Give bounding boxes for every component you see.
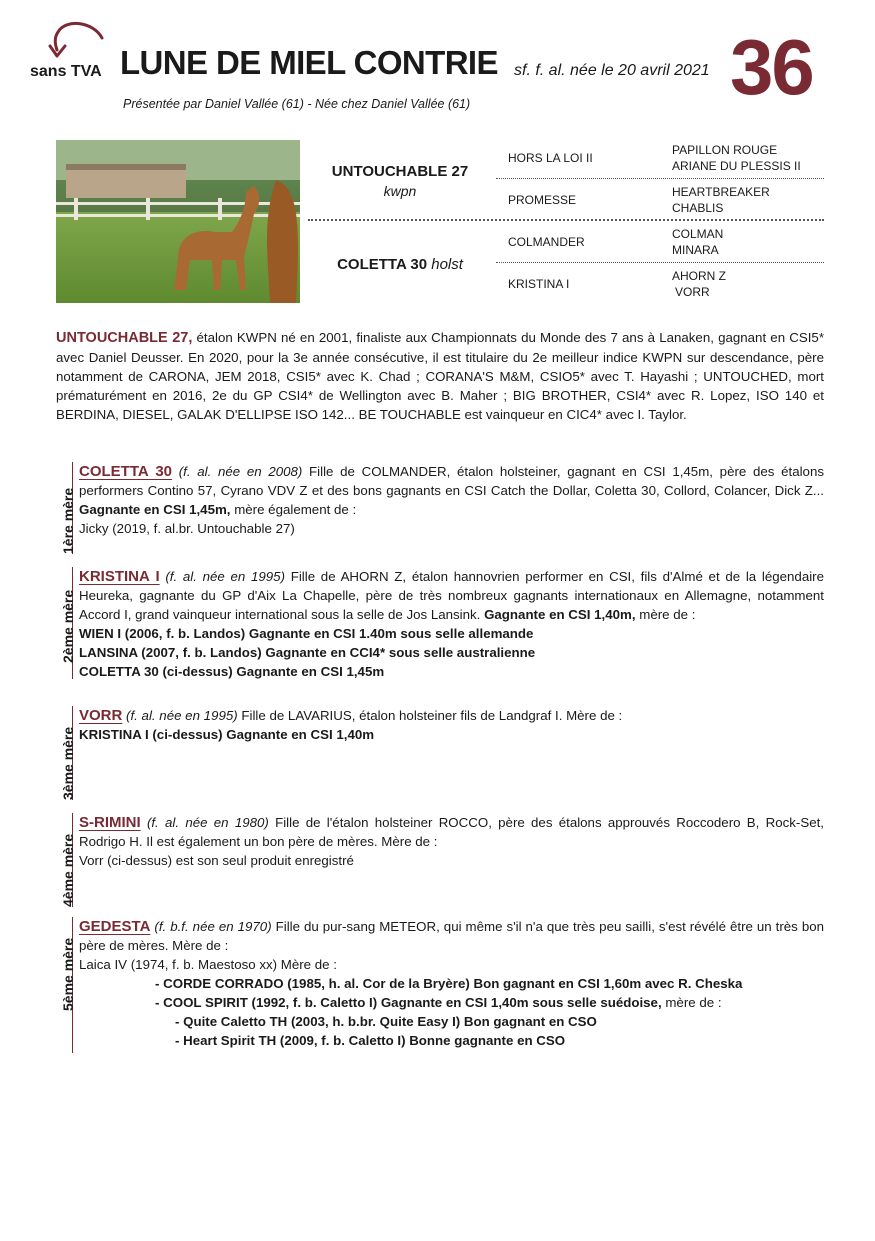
- produce-line: COLETTA 30 (ci-dessus) Gagnante en CSI 1,45m: [79, 664, 385, 679]
- foal-photo: [56, 140, 300, 303]
- generation-3: [60, 706, 832, 800]
- great-grandparent: CHABLIS: [672, 201, 724, 215]
- produce-line-bold: - COOL SPIRIT (1992, f. b. Caletto I) Gagnante en CSI 1,40m sous selle suédoise,: [155, 995, 662, 1010]
- generation-label: 1ère mère: [60, 487, 76, 554]
- produce-line: [79, 993, 824, 1012]
- dam-text: Fille du pur-sang METEOR, qui même s'il n'a que très peu sailli, s'est révélé être un très bon père de mères. Mère de :: [79, 919, 825, 953]
- great-grandparent: HEARTBREAKER: [672, 185, 770, 199]
- produce-line: Laica IV (1974, f. b. Maestoso xx) Mère de :: [79, 957, 337, 972]
- sire-description: [56, 328, 824, 424]
- grandparent: HORS LA LOI II: [508, 151, 593, 165]
- dam-text-2: mère également de :: [230, 502, 357, 517]
- dam-text: Fille de LAVARIUS, étalon holsteiner fils de Landgraf I. Mère de :: [237, 708, 623, 723]
- horse-name: LUNE DE MIEL CONTRIE: [120, 44, 498, 81]
- dam-info: (f. al. née en 2008): [178, 464, 303, 479]
- produce-line: - CORDE CORRADO (1985, h. al. Cor de la Bryère) Bon gagnant en CSI 1,60m avec R. Cheska: [155, 976, 743, 991]
- dam-info: (f. al. née en 1995): [165, 569, 286, 584]
- produce-line: Vorr (ci-dessus) est son seul produit enregistré: [79, 853, 354, 868]
- lot-number: 36: [730, 23, 813, 111]
- produce-line: WIEN I (2006, f. b. Landos) Gagnante en CSI 1.40m sous selle allemande: [79, 626, 534, 641]
- presenter-line: Présentée par Daniel Vallée (61) - Née chez Daniel Vallée (61): [123, 97, 471, 111]
- produce-line: - Heart Spirit TH (2009, f. b. Caletto I) Bonne gagnante en CSO: [175, 1033, 566, 1048]
- produce-line: Jicky (2019, f. al.br. Untouchable 27): [79, 521, 295, 536]
- dam-name: KRISTINA I: [79, 568, 160, 585]
- great-grandparent: VORR: [675, 285, 710, 299]
- pedigree-divider: [496, 262, 824, 263]
- generation-label: 2ème mère: [60, 589, 76, 663]
- great-grandparent: PAPILLON ROUGE: [672, 143, 778, 157]
- dam-name: GEDESTA: [79, 918, 151, 935]
- dam-name: COLETTA 30: [79, 463, 173, 480]
- produce-line-tail: mère de :: [661, 995, 722, 1010]
- generation-label: 3ème mère: [60, 726, 76, 800]
- sire-description-body: étalon KWPN né en 2001, finaliste aux Championnats du Monde des 7 ans à Lanaken, gagnant en CSI5* avec Daniel Deusser. En 2020, pour la 3e année consécutive, il est titulaire du 2e meilleur indice KWPN sur descendance, père notamment de CARONA, JEM 2018, CSI5* avec K. Chad ; CORANA'S M&M, CSIO5* avec T. Hayashi ; UNTOUCHED, mort prématurément en 2016, 2e du GP CSI4* de Wellington avec B. Maher ; BIG BROTHER, CSI4* avec R. Lopez, ISO 140 et BERDINA, DIESEL, GALAK D'ELLIPSE ISO 142... BE TOUCHABLE est vainqueur en CIC4* avec I. Taylor.: [56, 330, 824, 422]
- dam-info: (f. b.f. née en 1970): [154, 919, 272, 934]
- sire-description-name: UNTOUCHABLE 27,: [56, 330, 193, 346]
- dam-info: (f. al. née en 1995): [126, 708, 238, 723]
- curved-arrow-icon: [44, 18, 108, 62]
- generation-5: [60, 917, 832, 1053]
- dam-name: S-RIMINI: [79, 814, 141, 831]
- horse-subtitle: sf. f. al. née le 20 avril 2021: [514, 62, 710, 79]
- dam-name: VORR: [79, 707, 123, 724]
- dam-name: [310, 256, 490, 273]
- produce-line: KRISTINA I (ci-dessus) Gagnante en CSI 1,40m: [79, 727, 375, 742]
- dam-stud: holst: [431, 256, 463, 273]
- great-grandparent: COLMAN: [672, 227, 724, 241]
- produce-line: LANSINA (2007, f. b. Landos) Gagnante en CCI4* sous selle australienne: [79, 645, 536, 660]
- generation-label: 4ème mère: [60, 833, 76, 907]
- great-grandparent: AHORN Z: [672, 269, 726, 283]
- sire-stud: kwpn: [383, 183, 417, 199]
- pedigree-divider: [308, 219, 824, 221]
- sire-name: UNTOUCHABLE 27: [331, 163, 469, 180]
- dam-result: Gagnante en CSI 1,40m,: [484, 607, 636, 622]
- great-grandparent: MINARA: [672, 243, 719, 257]
- generation-2: [60, 567, 832, 679]
- dam-info: (f. al. née en 1980): [146, 815, 269, 830]
- generation-4: [60, 813, 832, 907]
- dam-label: COLETTA 30: [337, 256, 428, 273]
- dam-text-2: mère de :: [635, 607, 696, 622]
- grandparent: PROMESSE: [508, 193, 577, 207]
- dam-result: Gagnante en CSI 1,45m,: [79, 502, 231, 517]
- grandparent: KRISTINA I: [508, 277, 570, 291]
- generation-label: 5ème mère: [60, 937, 76, 1011]
- generation-1: [60, 462, 832, 554]
- produce-line: - Quite Caletto TH (2003, h. b.br. Quite Easy I) Bon gagnant en CSO: [175, 1014, 597, 1029]
- dam-text: Fille de l'étalon holsteiner ROCCO, père des étalons approuvés Roccodero B, Rock-Set, Rodrigo H. Il est également un bon père de mères. Mère de :: [79, 815, 824, 849]
- grandparent: COLMANDER: [508, 235, 585, 249]
- dam-text: Fille de COLMANDER, étalon holsteiner, gagnant en CSI 1,45m, père des étalons performers Contino 57, Cyrano VDV Z et des bons gagnants en CSI Catch the Dollar, Coletta 30, Collord, Colancer, Dick Z...: [79, 464, 824, 498]
- tva-label: sans TVA: [30, 63, 102, 80]
- pedigree-divider: [496, 178, 824, 179]
- great-grandparent: ARIANE DU PLESSIS II: [672, 159, 801, 173]
- dam-text: Fille de AHORN Z, étalon hannovrien performer en CSI, fils d'Almé et de la légendaire Heureka, gagnante du GP d'Aix La Chapelle, père de très nombreux gagnants internationaux en Allemagne, notamment Accord I, grand vainqueur international sous la selle de Jos Lansink.: [79, 569, 824, 622]
